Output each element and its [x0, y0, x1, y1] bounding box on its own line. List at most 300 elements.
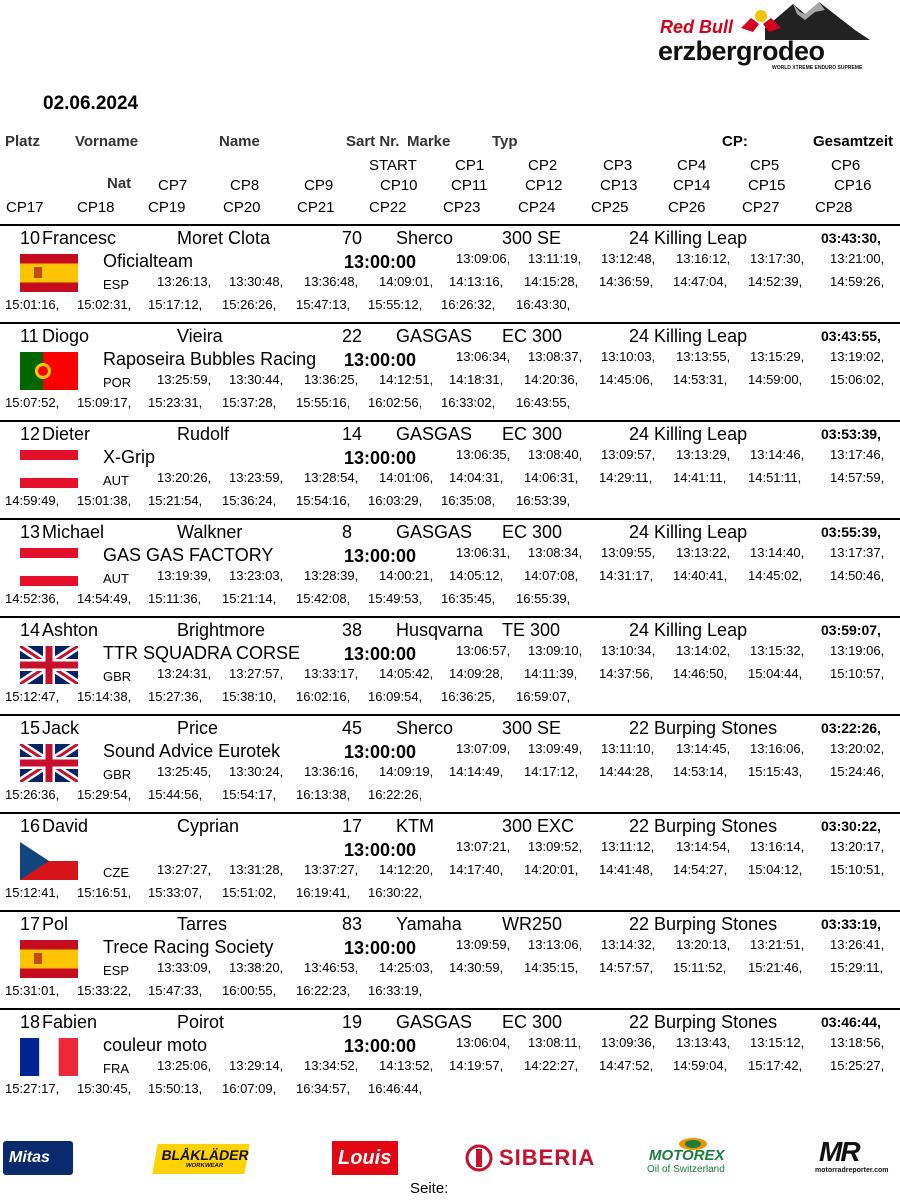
entry-cp: 24 Killing Leap — [629, 424, 748, 444]
entry-startnr: 38 — [342, 620, 363, 640]
cp-time: 13:08:40, — [528, 447, 583, 462]
cp-time: 14:54:49, — [77, 591, 132, 606]
header-cp25: CP25 — [591, 199, 629, 216]
cp-time: 15:29:54, — [77, 787, 132, 802]
entry-vorname: Diogo — [42, 326, 90, 346]
entry-name: Brightmore — [177, 620, 266, 640]
cp-time: 16:22:23, — [296, 983, 351, 998]
cp-time: 15:33:22, — [77, 983, 132, 998]
entry-team: Raposeira Bubbles Racing — [103, 349, 317, 369]
cp-time: 16:33:02, — [441, 395, 496, 410]
cp-time: 13:19:39, — [157, 568, 212, 583]
entry-vorname: Jack — [42, 718, 80, 738]
cp-time: 13:14:45, — [676, 741, 731, 756]
entry-marke: Sherco — [396, 228, 454, 248]
entry-cp: 24 Killing Leap — [629, 326, 748, 346]
cp-time: 14:09:19, — [379, 764, 434, 779]
row-divider — [0, 616, 900, 618]
cp-time: 14:09:01, — [379, 274, 434, 289]
cp-time: 13:17:46, — [830, 447, 885, 462]
cp-time: 15:15:43, — [748, 764, 803, 779]
cp-time: 14:13:16, — [449, 274, 504, 289]
header-cp16: CP16 — [834, 177, 872, 194]
entry-start-time: 13:00:00 — [344, 938, 417, 958]
cze-flag-icon — [20, 842, 78, 880]
row-divider — [0, 518, 900, 520]
entry-name: Walkner — [177, 522, 243, 542]
entry-nat: GBR — [103, 767, 132, 782]
result-entry — [0, 812, 900, 910]
header-cp10: CP10 — [380, 177, 418, 194]
cp-time: 13:15:32, — [750, 643, 805, 658]
header-nat: Nat — [107, 175, 132, 192]
entry-marke: KTM — [396, 816, 434, 836]
cp-time: 15:26:36, — [5, 787, 60, 802]
cp-time: 13:26:13, — [157, 274, 212, 289]
sponsor-louis-logo: Louis — [332, 1141, 398, 1175]
cp-time: 14:46:50, — [673, 666, 728, 681]
entry-team: couleur moto — [103, 1035, 208, 1055]
cp-time: 14:07:08, — [524, 568, 579, 583]
cp-time: 13:46:53, — [304, 960, 359, 975]
entry-platz: 12 — [20, 424, 41, 444]
entry-typ: 300 SE — [502, 718, 562, 738]
entry-name: Vieira — [177, 326, 223, 346]
cp-time: 15:54:16, — [296, 493, 351, 508]
entry-vorname: Dieter — [42, 424, 91, 444]
cp-time: 15:26:26, — [222, 297, 277, 312]
entry-total-time: 03:43:55, — [821, 328, 881, 344]
row-divider — [0, 714, 900, 716]
header-cp8: CP8 — [230, 177, 260, 194]
cp-time: 13:27:57, — [229, 666, 284, 681]
cp-time: 13:17:37, — [830, 545, 885, 560]
cp-time: 16:02:56, — [368, 395, 423, 410]
entry-start-time: 13:00:00 — [344, 742, 417, 762]
cp-time: 14:54:27, — [673, 862, 728, 877]
cp-time: 13:08:37, — [528, 349, 583, 364]
cp-time: 15:11:36, — [148, 591, 202, 606]
entry-team: Trece Racing Society — [103, 937, 274, 957]
cp-time: 15:23:31, — [148, 395, 203, 410]
header-cp11: CP11 — [451, 177, 488, 194]
cp-time: 14:14:49, — [449, 764, 504, 779]
entry-total-time: 03:55:39, — [821, 524, 881, 540]
entry-marke: GASGAS — [396, 424, 473, 444]
cp-time: 13:28:54, — [304, 470, 359, 485]
cp-time: 13:21:00, — [830, 251, 885, 266]
cp-time: 13:15:29, — [750, 349, 805, 364]
cp-time: 15:21:14, — [222, 591, 277, 606]
cp-time: 15:55:16, — [296, 395, 351, 410]
sponsor-motorex-logo: MOTOREX Oil of Switzerland — [645, 1136, 741, 1176]
cp-time: 13:27:27, — [157, 862, 212, 877]
cp-time: 15:01:38, — [77, 493, 132, 508]
entry-nat: FRA — [103, 1061, 129, 1076]
entry-vorname: Pol — [42, 914, 69, 934]
cp-time: 13:20:17, — [830, 839, 885, 854]
entry-vorname: Francesc — [42, 228, 117, 248]
cp-time: 14:11:39, — [524, 666, 578, 681]
cp-time: 15:55:12, — [368, 297, 423, 312]
header-gesamtzeit: Gesamtzeit — [813, 133, 894, 150]
cp-time: 13:29:14, — [229, 1058, 284, 1073]
cp-time: 13:33:17, — [304, 666, 359, 681]
cp-time: 13:25:06, — [157, 1058, 212, 1073]
cp-time: 13:06:35, — [456, 447, 511, 462]
entry-cp: 24 Killing Leap — [629, 228, 748, 248]
cp-time: 15:31:01, — [5, 983, 60, 998]
sponsor-motorradreporter-logo: MR motorradreporter.com — [815, 1136, 889, 1174]
header-cp18: CP18 — [77, 199, 115, 216]
header-name: Name — [219, 133, 260, 150]
cp-time: 14:57:57, — [599, 960, 654, 975]
cp-time: 16:13:38, — [296, 787, 351, 802]
entry-team: Oficialteam — [103, 251, 194, 271]
header-cp7: CP7 — [158, 177, 188, 194]
cp-time: 14:04:31, — [449, 470, 504, 485]
cp-time: 14:52:39, — [748, 274, 803, 289]
cp-time: 13:36:16, — [304, 764, 359, 779]
cp-time: 16:53:39, — [516, 493, 571, 508]
entry-start-time: 13:00:00 — [344, 546, 417, 566]
entry-team: GAS GAS FACTORY — [103, 545, 274, 565]
header-cp5: CP5 — [750, 157, 780, 174]
entry-typ: 300 SE — [502, 228, 562, 248]
entry-vorname: Ashton — [42, 620, 99, 640]
cp-time: 14:18:31, — [449, 372, 504, 387]
header-cp13: CP13 — [600, 177, 638, 194]
entry-marke: GASGAS — [396, 1012, 473, 1032]
cp-time: 13:09:49, — [528, 741, 583, 756]
page-label: Seite: — [410, 1180, 449, 1197]
cp-time: 14:59:26, — [830, 274, 885, 289]
cp-time: 13:30:44, — [229, 372, 284, 387]
cp-time: 13:09:10, — [528, 643, 583, 658]
cp-time: 13:09:52, — [528, 839, 583, 854]
cp-time: 13:13:22, — [676, 545, 731, 560]
cp-time: 13:06:04, — [456, 1035, 511, 1050]
entry-startnr: 19 — [342, 1012, 363, 1032]
cp-time: 13:10:03, — [601, 349, 656, 364]
cp-time: 14:37:56, — [599, 666, 654, 681]
cp-time: 15:54:17, — [222, 787, 277, 802]
cp-time: 15:24:46, — [830, 764, 885, 779]
cp-time: 13:30:48, — [229, 274, 284, 289]
cp-time: 14:20:36, — [524, 372, 579, 387]
cp-time: 15:06:02, — [830, 372, 885, 387]
cp-time: 15:17:12, — [148, 297, 203, 312]
cp-time: 13:34:52, — [304, 1058, 359, 1073]
cp-time: 13:07:09, — [456, 741, 511, 756]
entry-vorname: Fabien — [42, 1012, 98, 1032]
cp-time: 15:37:28, — [222, 395, 277, 410]
entry-team: TTR SQUADRA CORSE — [103, 643, 301, 663]
cp-time: 13:23:03, — [229, 568, 284, 583]
cp-time: 13:13:43, — [676, 1035, 731, 1050]
entry-name: Rudolf — [177, 424, 230, 444]
entry-name: Cyprian — [177, 816, 240, 836]
header-cp23: CP23 — [443, 199, 481, 216]
result-entry — [0, 518, 900, 616]
cp-time: 15:42:08, — [296, 591, 351, 606]
cp-time: 13:11:19, — [528, 251, 582, 266]
cp-time: 14:05:42, — [379, 666, 434, 681]
cp-time: 15:17:42, — [748, 1058, 803, 1073]
fra-flag-icon — [20, 1038, 78, 1076]
brand-erzbergrodeo-text: erzbergrodeo — [658, 36, 825, 66]
result-entry — [0, 1008, 900, 1106]
brand-redbull-text: Red Bull — [660, 17, 734, 37]
entry-total-time: 03:43:30, — [821, 230, 881, 246]
header-marke: Marke — [407, 133, 451, 150]
cp-time: 13:14:32, — [601, 937, 656, 952]
row-divider — [0, 910, 900, 912]
entry-typ: EC 300 — [502, 326, 563, 346]
cp-time: 13:24:31, — [157, 666, 212, 681]
cp-time: 13:14:40, — [750, 545, 805, 560]
cp-time: 15:09:17, — [77, 395, 132, 410]
row-divider — [0, 322, 900, 324]
cp-time: 14:20:01, — [524, 862, 579, 877]
header-cp28: CP28 — [815, 199, 853, 216]
cp-time: 15:04:12, — [748, 862, 803, 877]
header-cp: CP: — [722, 133, 748, 150]
cp-time: 14:45:06, — [599, 372, 654, 387]
cp-time: 13:19:06, — [830, 643, 885, 658]
entry-platz: 13 — [20, 522, 41, 542]
entry-startnr: 14 — [342, 424, 363, 444]
cp-time: 14:41:48, — [599, 862, 654, 877]
cp-time: 16:26:32, — [441, 297, 496, 312]
cp-time: 15:27:17, — [5, 1081, 60, 1096]
entry-cp: 24 Killing Leap — [629, 522, 748, 542]
entry-name: Moret Clota — [177, 228, 271, 248]
cp-time: 15:12:41, — [5, 885, 60, 900]
cp-time: 14:44:28, — [599, 764, 654, 779]
cp-time: 14:00:21, — [379, 568, 434, 583]
entry-platz: 11 — [20, 326, 39, 346]
entry-typ: 300 EXC — [502, 816, 575, 836]
cp-time: 13:09:36, — [601, 1035, 656, 1050]
entry-start-time: 13:00:00 — [344, 1036, 417, 1056]
cp-time: 16:09:54, — [368, 689, 423, 704]
entry-start-time: 13:00:00 — [344, 350, 417, 370]
result-entry — [0, 224, 900, 322]
entry-start-time: 13:00:00 — [344, 644, 417, 664]
cp-time: 15:02:31, — [77, 297, 132, 312]
cp-time: 14:09:28, — [449, 666, 504, 681]
header-cp4: CP4 — [677, 157, 707, 174]
header-cp12: CP12 — [525, 177, 563, 194]
entry-cp: 22 Burping Stones — [629, 1012, 778, 1032]
cp-time: 13:21:51, — [750, 937, 805, 952]
cp-time: 14:05:12, — [449, 568, 504, 583]
cp-time: 13:09:59, — [456, 937, 511, 952]
cp-time: 14:30:59, — [449, 960, 504, 975]
gbr-flag-icon — [20, 646, 78, 684]
header-cp24: CP24 — [518, 199, 556, 216]
entry-typ: EC 300 — [502, 522, 563, 542]
cp-time: 14:12:51, — [379, 372, 434, 387]
cp-time: 13:12:48, — [601, 251, 656, 266]
cp-time: 13:23:59, — [229, 470, 284, 485]
result-entry — [0, 714, 900, 812]
header-startnr: Sart Nr. — [346, 133, 400, 150]
cp-time: 16:46:44, — [368, 1081, 423, 1096]
entry-typ: EC 300 — [502, 1012, 563, 1032]
cp-time: 16:22:26, — [368, 787, 423, 802]
cp-time: 13:11:10, — [601, 741, 655, 756]
cp-time: 16:43:30, — [516, 297, 571, 312]
cp-time: 15:51:02, — [222, 885, 277, 900]
cp-time: 15:29:11, — [830, 960, 884, 975]
cp-time: 13:06:57, — [456, 643, 511, 658]
cp-time: 13:09:06, — [456, 251, 511, 266]
cp-time: 15:10:51, — [830, 862, 885, 877]
cp-time: 14:51:11, — [748, 470, 802, 485]
cp-time: 13:16:14, — [750, 839, 805, 854]
entry-total-time: 03:46:44, — [821, 1014, 881, 1030]
header-cp3: CP3 — [603, 157, 633, 174]
cp-time: 13:38:20, — [229, 960, 284, 975]
sponsor-blaklader-logo: BLÅKLÄDER WORKWEAR — [152, 1144, 249, 1174]
header-cp14: CP14 — [673, 177, 711, 194]
cp-time: 13:08:11, — [528, 1035, 582, 1050]
aut-flag-icon — [20, 548, 78, 586]
brand-tagline: WORLD XTREME ENDURO SUPREME — [772, 65, 863, 71]
header-cp27: CP27 — [742, 199, 780, 216]
cp-time: 13:28:39, — [304, 568, 359, 583]
cp-time: 13:14:54, — [676, 839, 731, 854]
header-cp22: CP22 — [369, 199, 407, 216]
cp-time: 14:36:59, — [599, 274, 654, 289]
cp-time: 14:40:41, — [673, 568, 728, 583]
cp-time: 13:09:57, — [601, 447, 656, 462]
cp-time: 13:37:27, — [304, 862, 359, 877]
cp-time: 13:20:26, — [157, 470, 212, 485]
cp-time: 15:50:13, — [148, 1081, 203, 1096]
cp-time: 15:25:27, — [830, 1058, 885, 1073]
esp-flag-icon — [20, 254, 78, 292]
header-cp2: CP2 — [528, 157, 558, 174]
entry-startnr: 70 — [342, 228, 363, 248]
entry-name: Price — [177, 718, 219, 738]
entry-total-time: 03:22:26, — [821, 720, 881, 736]
cp-time: 16:33:19, — [368, 983, 423, 998]
cp-time: 14:19:57, — [449, 1058, 504, 1073]
cp-time: 13:36:48, — [304, 274, 359, 289]
cp-time: 16:03:29, — [368, 493, 423, 508]
entry-nat: AUT — [103, 571, 129, 586]
cp-time: 13:31:28, — [229, 862, 284, 877]
cp-time: 15:38:10, — [222, 689, 277, 704]
cp-time: 13:14:46, — [750, 447, 805, 462]
header-cp20: CP20 — [223, 199, 261, 216]
entry-nat: ESP — [103, 277, 130, 292]
entry-marke: GASGAS — [396, 522, 473, 542]
entry-total-time: 03:59:07, — [821, 622, 881, 638]
row-divider — [0, 420, 900, 422]
cp-time: 13:25:45, — [157, 764, 212, 779]
cp-time: 14:59:04, — [673, 1058, 728, 1073]
cp-time: 15:49:53, — [368, 591, 423, 606]
cp-time: 13:20:13, — [676, 937, 731, 952]
entry-startnr: 8 — [342, 522, 353, 542]
entry-total-time: 03:53:39, — [821, 426, 881, 442]
aut-flag-icon — [20, 450, 78, 488]
result-entry — [0, 910, 900, 1008]
entry-cp: 22 Burping Stones — [629, 914, 778, 934]
header-cp1: CP1 — [455, 157, 485, 174]
gbr-flag-icon — [20, 744, 78, 782]
cp-time: 15:33:07, — [148, 885, 203, 900]
header-vorname: Vorname — [75, 133, 139, 150]
cp-time: 14:59:00, — [748, 372, 803, 387]
cp-time: 14:53:14, — [673, 764, 728, 779]
cp-time: 13:13:06, — [528, 937, 583, 952]
entry-name: Tarres — [177, 914, 228, 934]
cp-time: 15:21:46, — [748, 960, 803, 975]
cp-time: 14:12:20, — [379, 862, 434, 877]
cp-time: 13:06:34, — [456, 349, 511, 364]
cp-time: 15:10:57, — [830, 666, 885, 681]
cp-time: 13:11:12, — [601, 839, 655, 854]
cp-time: 16:02:16, — [296, 689, 351, 704]
entry-startnr: 45 — [342, 718, 363, 738]
cp-time: 13:06:31, — [456, 545, 511, 560]
entry-cp: 22 Burping Stones — [629, 816, 778, 836]
entry-typ: EC 300 — [502, 424, 563, 444]
cp-time: 16:19:41, — [296, 885, 351, 900]
cp-time: 16:30:22, — [368, 885, 423, 900]
entry-start-time: 13:00:00 — [344, 840, 417, 860]
cp-time: 14:06:31, — [524, 470, 579, 485]
cp-time: 16:07:09, — [222, 1081, 277, 1096]
entry-marke: Husqvarna — [396, 620, 484, 640]
entry-platz: 18 — [20, 1012, 41, 1032]
cp-time: 13:17:30, — [750, 251, 805, 266]
cp-time: 14:29:11, — [599, 470, 653, 485]
cp-time: 13:20:02, — [830, 741, 885, 756]
header-cp21: CP21 — [297, 199, 335, 216]
row-divider — [0, 224, 900, 226]
cp-time: 16:34:57, — [296, 1081, 351, 1096]
cp-time: 15:44:56, — [148, 787, 203, 802]
cp-time: 15:12:47, — [5, 689, 60, 704]
entry-cp: 24 Killing Leap — [629, 620, 748, 640]
cp-time: 14:22:27, — [524, 1058, 579, 1073]
entry-nat: CZE — [103, 865, 129, 880]
cp-time: 15:47:33, — [148, 983, 203, 998]
cp-time: 14:50:46, — [830, 568, 885, 583]
entry-team: Sound Advice Eurotek — [103, 741, 281, 761]
entry-startnr: 22 — [342, 326, 363, 346]
entry-nat: POR — [103, 375, 132, 390]
entry-marke: Yamaha — [396, 914, 462, 934]
cp-time: 14:41:11, — [673, 470, 727, 485]
cp-time: 16:55:39, — [516, 591, 571, 606]
cp-time: 16:35:08, — [441, 493, 496, 508]
race-date: 02.06.2024 — [43, 93, 139, 114]
header-cp26: CP26 — [668, 199, 706, 216]
entry-vorname: Michael — [42, 522, 105, 542]
cp-time: 13:16:12, — [676, 251, 731, 266]
cp-time: 13:15:12, — [750, 1035, 805, 1050]
result-entry — [0, 420, 900, 518]
entry-marke: Sherco — [396, 718, 454, 738]
entry-platz: 10 — [20, 228, 41, 248]
